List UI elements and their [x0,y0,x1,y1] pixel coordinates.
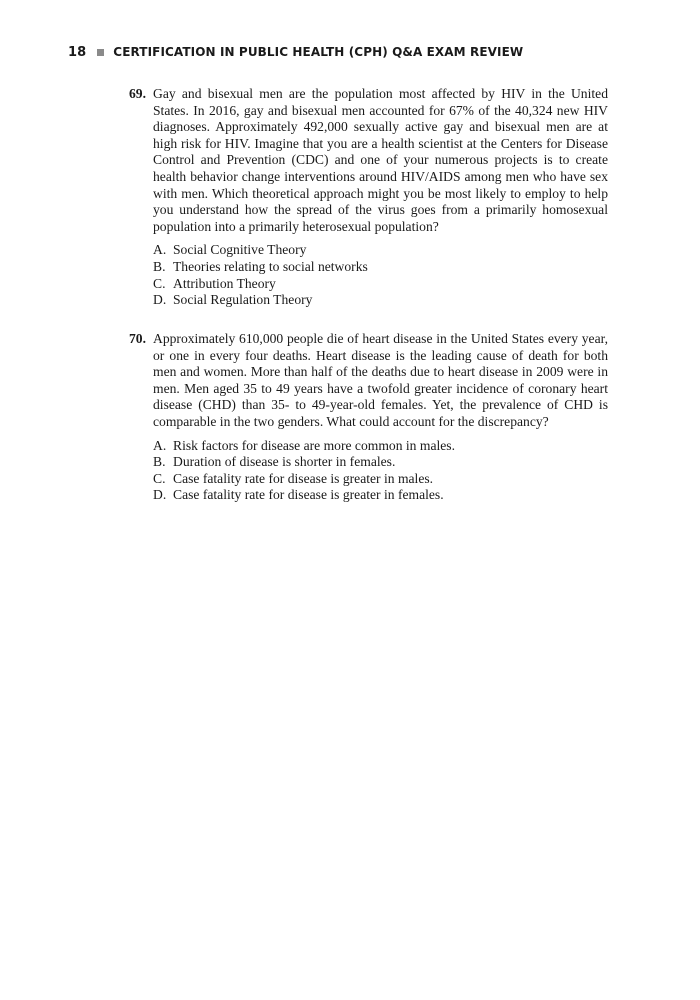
question-number: 69. [129,86,146,101]
question-stem: Approximately 610,000 people die of heart disease in the United States every year, or one in every four deaths. Heart disease is the leading cause of death for both men and women. More than half of the deaths due to heart disease in 2009 were in men. Men aged 35 to 49 years have a twofold greater incidence of coronary heart disease (CHD) than 35- to 49-year-old females. Yet, the prevalence of CHD is comparable in the two genders. What could account for the discrepancy? [153,331,608,429]
option-letter: D. [153,292,167,308]
answer-option-d [153,487,608,504]
running-header-title: CERTIFICATION IN PUBLIC HEALTH (CPH) Q&A EXAM REVIEW [113,45,524,59]
option-letter: A. [153,242,167,258]
option-letter: B. [153,258,166,274]
answer-option-b [153,454,608,471]
question-69 [129,86,608,309]
option-text: Social Cognitive Theory [173,242,307,258]
answer-options [153,242,608,308]
option-text: Social Regulation Theory [173,292,313,308]
answer-option-c [153,471,608,488]
answer-option-a [153,242,608,259]
option-text: Theories relating to social networks [173,258,368,274]
option-letter: C. [153,470,166,486]
answer-option-b [153,259,608,276]
option-letter: B. [153,454,166,470]
answer-option-a [153,438,608,455]
option-letter: A. [153,437,167,453]
page-number: 18 [68,45,87,60]
running-header [68,45,523,60]
answer-options [153,438,608,504]
option-text: Attribution Theory [173,275,276,291]
option-letter: D. [153,487,167,503]
answer-option-d [153,292,608,309]
option-text: Case fatality rate for disease is greater in males. [173,470,434,486]
option-letter: C. [153,275,166,291]
option-text: Case fatality rate for disease is greater in females. [173,487,444,503]
option-text: Duration of disease is shorter in females. [173,454,396,470]
square-bullet-icon [97,49,104,56]
question-70 [129,331,608,504]
question-stem: Gay and bisexual men are the population most affected by HIV in the United States. In 2016, gay and bisexual men accounted for 67% of the 40,324 new HIV diagnoses. Approximately 492,000 sexually active gay and bisexual men are at high risk for HIV. Imagine that you are a health scientist at the Centers for Disease Control and Prevention (CDC) and one of your numerous projects is to create health behavior change interventions around HIV/AIDS among men who have sex with men. Which theoretical approach might you be most likely to employ to help you understand how the spread of the virus goes from a primarily homosexual population into a primarily heterosexual population? [153,86,608,234]
question-number: 70. [129,331,146,346]
answer-option-c [153,276,608,293]
option-text: Risk factors for disease are more common in males. [173,437,455,453]
